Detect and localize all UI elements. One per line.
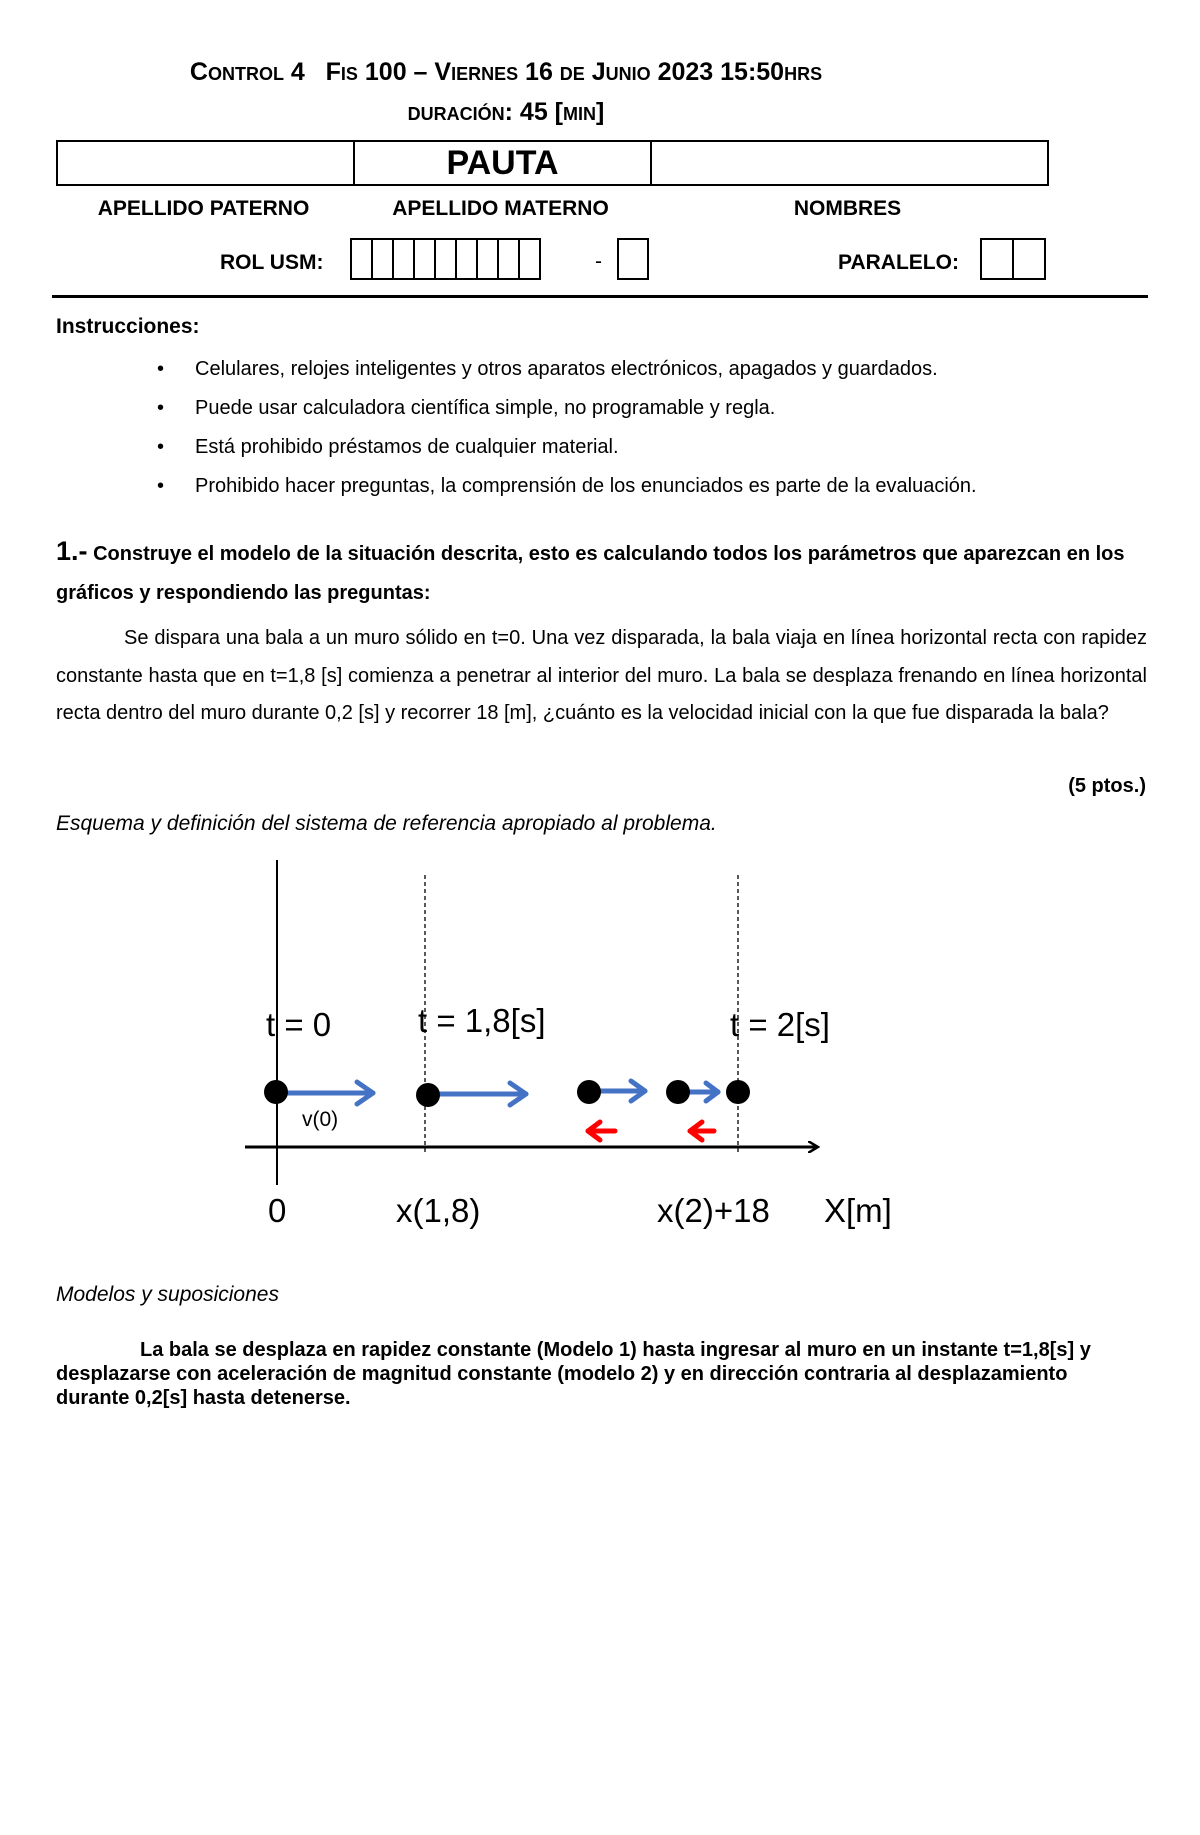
- bullet-dot: [416, 1083, 440, 1107]
- models-heading: Modelos y suposiciones: [56, 1283, 279, 1306]
- bullet-dot: [264, 1080, 288, 1104]
- nombres-cell[interactable]: [651, 141, 1048, 185]
- name-table: [56, 140, 1049, 186]
- velocity-arrow: [688, 1083, 718, 1101]
- label-t2: t = 2[s]: [730, 1006, 830, 1043]
- label-apellido-paterno: APELLIDO PATERNO: [97, 197, 310, 220]
- apellido-paterno-cell[interactable]: [57, 141, 354, 185]
- reference-diagram: [0, 850, 1200, 1270]
- question-number: 1.-: [56, 536, 88, 566]
- label-t0: t = 0: [266, 1006, 332, 1043]
- acceleration-arrow: [588, 1122, 615, 1140]
- label-x18: x(1,8): [396, 1192, 481, 1229]
- rol-usm-label: ROL USM:: [220, 251, 324, 274]
- title-date: – Viernes 16 de Junio 2023 15:50hrs: [413, 58, 823, 86]
- rol-dash: -: [595, 250, 602, 273]
- instructions-list: [132, 350, 977, 506]
- label-xaxis: X[m]: [824, 1192, 892, 1229]
- label-apellido-materno: APELLIDO MATERNO: [392, 197, 609, 220]
- list-item: • Prohibido hacer preguntas, la comprensión de los enunciados es parte de la evaluación.: [132, 467, 977, 506]
- paralelo-boxes[interactable]: [982, 238, 1046, 280]
- list-item: • Puede usar calculadora científica simple, no programable y regla.: [132, 389, 977, 428]
- question-prompt-text: Construye el modelo de la situación descrita, esto es calculando todos los parámetros que aparezcan en los gráficos y respondiendo las preguntas:: [56, 543, 1125, 604]
- label-x0: 0: [268, 1192, 287, 1229]
- page-title: [0, 58, 1012, 87]
- rol-usm-dv-box[interactable]: [619, 238, 649, 280]
- velocity-arrow: [435, 1083, 526, 1105]
- velocity-arrow: [285, 1082, 373, 1104]
- label-t18: t = 1,8[s]: [418, 1002, 546, 1039]
- title-control: Control 4: [189, 58, 305, 86]
- bullet-dot: [577, 1080, 601, 1104]
- bullet-dot: [726, 1080, 750, 1104]
- rol-usm-boxes[interactable]: [352, 238, 541, 280]
- instructions-heading: Instrucciones:: [56, 315, 200, 338]
- models-text: La bala se desplaza en rapidez constante (Modelo 1) hasta ingresar al muro en un instante t=1,8[s] y desplazarse con aceleración de magnitud constante (modelo 2) y en dirección contraria al desplazamiento durante 0,2[s] hasta detenerse.: [56, 1339, 1091, 1409]
- list-item: • Celulares, relojes inteligentes y otros aparatos electrónicos, apagados y guardados.: [132, 350, 977, 389]
- label-v0: v(0): [302, 1108, 339, 1131]
- question-points: (5 ptos.): [1068, 775, 1146, 797]
- velocity-arrow: [597, 1081, 645, 1101]
- schema-heading: Esquema y definición del sistema de referencia apropiado al problema.: [56, 812, 717, 835]
- bullet-dot: [666, 1080, 690, 1104]
- duration: duración: 45 [min]: [407, 98, 605, 126]
- divider: [52, 295, 1148, 298]
- question-1-text: Se dispara una bala a un muro sólido en t=0. Una vez disparada, la bala viaja en línea horizontal recta con rapidez constante hasta que en t=1,8 [s] comienza a penetrar al interior del muro. La bala se desplaza frenando en línea horizontal recta dentro del muro durante 0,2 [s] y recorrer 18 [m], ¿cuánto es la velocidad inicial con la que fue disparada la bala?: [56, 627, 1147, 724]
- title-course: Fis 100: [325, 58, 407, 86]
- list-item: • Está prohibido préstamos de cualquier material.: [132, 428, 977, 467]
- apellido-materno-cell[interactable]: PAUTA: [354, 141, 651, 185]
- paralelo-label: PARALELO:: [838, 251, 959, 274]
- question-1-prompt: [56, 532, 1151, 613]
- label-x2: x(2)+18: [657, 1192, 770, 1229]
- acceleration-arrow: [690, 1122, 714, 1140]
- label-nombres: NOMBRES: [793, 197, 902, 220]
